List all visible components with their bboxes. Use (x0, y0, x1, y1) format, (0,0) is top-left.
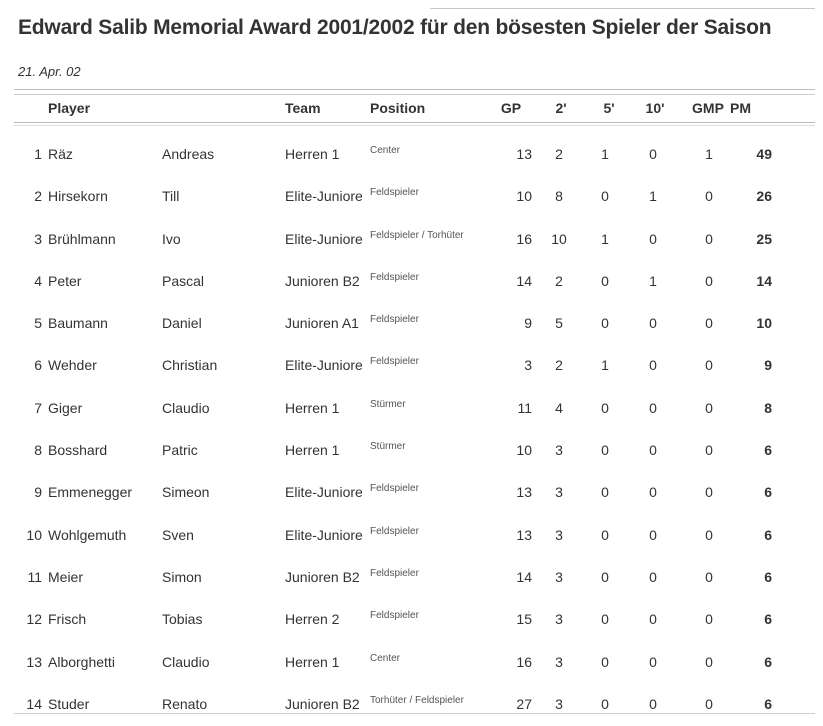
row-first-name: Pascal (162, 272, 205, 289)
row-2min: 3 (555, 611, 563, 628)
row-position: Feldspieler (370, 356, 419, 368)
row-rank: 2 (34, 188, 42, 205)
row-team: Elite-Juniore (285, 188, 363, 205)
row-rank: 8 (34, 442, 42, 459)
row-5min: 1 (601, 357, 609, 374)
table-row (0, 472, 823, 514)
row-rank: 1 (34, 146, 42, 162)
row-pm: 6 (764, 568, 772, 585)
row-pm: 6 (764, 611, 772, 628)
row-pm: 26 (756, 188, 772, 205)
row-2min: 3 (555, 568, 563, 585)
row-gp: 10 (516, 442, 532, 459)
row-rank: 11 (27, 568, 42, 585)
row-last-name: Frisch (48, 611, 87, 628)
row-gmp: 0 (705, 442, 713, 459)
row-first-name: Daniel (162, 315, 202, 332)
row-first-name: Simon (162, 568, 202, 585)
row-first-name: Christian (162, 357, 218, 374)
table-header (0, 100, 823, 118)
row-team: Herren 1 (285, 399, 340, 416)
row-first-name: Claudio (162, 653, 210, 670)
row-rank: 9 (34, 484, 42, 501)
row-pm: 10 (756, 315, 772, 332)
divider (14, 94, 815, 95)
row-rank: 7 (34, 399, 42, 416)
divider (14, 713, 815, 714)
page-date: 21. Apr. 02 (18, 64, 81, 79)
row-first-name: Tobias (162, 611, 203, 628)
row-5min: 0 (601, 442, 609, 459)
row-gmp: 0 (705, 568, 713, 585)
row-rank: 13 (26, 653, 42, 670)
row-last-name: Hirsekorn (48, 188, 108, 205)
row-last-name: Emmenegger (48, 484, 133, 501)
row-first-name: Patric (162, 442, 198, 459)
header-player: Player (48, 100, 91, 116)
table-row (0, 388, 823, 430)
header-gmp: GMP (692, 100, 724, 116)
row-pm: 49 (756, 146, 772, 162)
row-gmp: 0 (705, 188, 713, 205)
row-10min: 0 (649, 230, 657, 247)
row-last-name: Brühlmann (48, 230, 116, 247)
row-5min: 0 (601, 484, 609, 501)
row-team: Herren 1 (285, 146, 340, 162)
row-5min: 0 (601, 272, 609, 289)
row-10min: 0 (649, 568, 657, 585)
row-first-name: Andreas (162, 146, 215, 162)
row-gp: 13 (516, 484, 532, 501)
row-rank: 6 (34, 357, 42, 374)
row-position: Stürmer (370, 441, 406, 453)
table-row (0, 303, 823, 345)
row-last-name: Alborghetti (48, 653, 115, 670)
row-pm: 9 (764, 357, 772, 374)
row-team: Junioren B2 (285, 568, 360, 585)
row-gp: 14 (516, 272, 532, 289)
table-row (0, 176, 823, 218)
table-row (0, 642, 823, 684)
row-10min: 0 (649, 315, 657, 332)
row-10min: 0 (649, 611, 657, 628)
divider (14, 122, 815, 123)
header-pm: PM (730, 100, 751, 116)
row-last-name: Meier (48, 568, 84, 585)
row-5min: 1 (601, 146, 609, 162)
row-last-name: Peter (48, 272, 82, 289)
top-rule (430, 8, 815, 9)
row-rank: 4 (34, 272, 42, 289)
page-title: Edward Salib Memorial Award 2001/2002 für den bösesten Spieler der Saison (18, 16, 772, 39)
row-last-name: Wohlgemuth (48, 526, 127, 543)
table-row (0, 345, 823, 387)
row-rank: 3 (34, 230, 42, 247)
row-position: Center (370, 145, 401, 156)
divider (14, 125, 815, 126)
row-last-name: Studer (48, 695, 90, 712)
row-position: Feldspieler (370, 271, 419, 283)
row-gp: 13 (516, 146, 532, 162)
row-gp: 13 (516, 526, 532, 543)
row-position: Stürmer (370, 398, 406, 410)
row-2min: 8 (555, 188, 563, 205)
row-position: Feldspieler (370, 525, 419, 537)
row-position: Torhüter / Feldspieler (370, 694, 464, 706)
row-team: Junioren B2 (285, 695, 360, 712)
row-gmp: 0 (705, 399, 713, 416)
row-pm: 8 (764, 399, 772, 416)
row-gp: 14 (516, 568, 532, 585)
table-row (0, 515, 823, 557)
row-2min: 3 (555, 695, 563, 712)
header-position: Position (370, 100, 426, 116)
row-rank: 14 (26, 695, 42, 712)
row-2min: 2 (555, 272, 563, 289)
header-gp: GP (500, 100, 522, 116)
table-row (0, 261, 823, 303)
row-5min: 0 (601, 399, 609, 416)
row-team: Herren 2 (285, 611, 340, 628)
row-first-name: Renato (162, 695, 208, 712)
row-10min: 0 (649, 526, 657, 543)
row-pm: 6 (764, 442, 772, 459)
row-team: Elite-Juniore (285, 526, 363, 543)
row-gmp: 1 (705, 146, 713, 162)
row-team: Elite-Juniore (285, 357, 363, 374)
table-row (0, 134, 823, 176)
row-first-name: Sven (162, 526, 194, 543)
row-10min: 0 (649, 484, 657, 501)
row-2min: 10 (551, 230, 567, 247)
row-10min: 0 (649, 695, 657, 712)
row-team: Elite-Juniore (285, 230, 363, 247)
row-2min: 3 (555, 526, 563, 543)
row-last-name: Bosshard (48, 442, 108, 459)
row-5min: 0 (601, 695, 609, 712)
row-position: Feldspieler (370, 187, 419, 199)
row-team: Elite-Juniore (285, 484, 363, 501)
row-rank: 12 (26, 611, 42, 628)
table-row (0, 684, 823, 726)
row-rank: 5 (34, 315, 42, 332)
row-gmp: 0 (705, 272, 713, 289)
row-position: Feldspieler (370, 610, 419, 622)
row-team: Herren 1 (285, 653, 340, 670)
row-2min: 3 (555, 484, 563, 501)
row-first-name: Till (162, 188, 180, 205)
row-first-name: Simeon (162, 484, 210, 501)
row-team: Junioren A1 (285, 315, 359, 332)
row-gmp: 0 (705, 230, 713, 247)
row-gp: 16 (516, 230, 532, 247)
table-row (0, 219, 823, 261)
row-last-name: Baumann (48, 315, 108, 332)
header-2min: 2' (555, 100, 567, 116)
row-gp: 10 (516, 188, 532, 205)
header-5min: 5' (603, 100, 615, 116)
row-pm: 25 (756, 230, 772, 247)
row-gmp: 0 (705, 695, 713, 712)
divider (14, 89, 815, 90)
row-gmp: 0 (705, 526, 713, 543)
row-pm: 6 (764, 695, 772, 712)
row-5min: 0 (601, 653, 609, 670)
header-10min: 10' (645, 100, 665, 116)
row-5min: 0 (601, 188, 609, 205)
row-5min: 0 (601, 526, 609, 543)
row-10min: 0 (649, 399, 657, 416)
header-team: Team (285, 100, 321, 116)
row-gp: 9 (524, 315, 532, 332)
row-10min: 0 (649, 357, 657, 374)
row-first-name: Claudio (162, 399, 210, 416)
row-gmp: 0 (705, 357, 713, 374)
row-last-name: Räz (48, 146, 73, 162)
row-pm: 14 (756, 272, 772, 289)
row-5min: 0 (601, 568, 609, 585)
row-pm: 6 (764, 653, 772, 670)
row-gmp: 0 (705, 315, 713, 332)
row-2min: 3 (555, 653, 563, 670)
row-gp: 16 (516, 653, 532, 670)
row-10min: 1 (649, 188, 657, 205)
row-team: Junioren B2 (285, 272, 360, 289)
row-position: Feldspieler / Torhüter (370, 229, 464, 241)
table-row (0, 430, 823, 472)
row-10min: 1 (649, 272, 657, 289)
row-5min: 0 (601, 315, 609, 332)
row-2min: 4 (555, 399, 563, 416)
row-team: Herren 1 (285, 442, 340, 459)
row-gp: 11 (517, 399, 532, 416)
row-position: Center (370, 652, 401, 664)
row-2min: 2 (555, 146, 563, 162)
row-gp: 3 (524, 357, 532, 374)
row-rank: 10 (26, 526, 42, 543)
row-2min: 3 (555, 442, 563, 459)
row-gmp: 0 (705, 611, 713, 628)
row-position: Feldspieler (370, 314, 419, 326)
row-2min: 5 (555, 315, 563, 332)
row-10min: 0 (649, 653, 657, 670)
table-row (0, 557, 823, 599)
row-2min: 2 (555, 357, 563, 374)
row-gp: 27 (516, 695, 532, 712)
row-gmp: 0 (705, 484, 713, 501)
row-position: Feldspieler (370, 483, 419, 495)
row-first-name: Ivo (162, 230, 181, 247)
row-10min: 0 (649, 442, 657, 459)
row-5min: 1 (601, 230, 609, 247)
row-last-name: Giger (48, 399, 83, 416)
row-gmp: 0 (705, 653, 713, 670)
row-gp: 15 (516, 611, 532, 628)
row-pm: 6 (764, 526, 772, 543)
row-pm: 6 (764, 484, 772, 501)
row-position: Feldspieler (370, 567, 419, 579)
row-10min: 0 (649, 146, 657, 162)
table-row (0, 599, 823, 641)
row-5min: 0 (601, 611, 609, 628)
row-last-name: Wehder (48, 357, 97, 374)
table-body (0, 134, 823, 726)
